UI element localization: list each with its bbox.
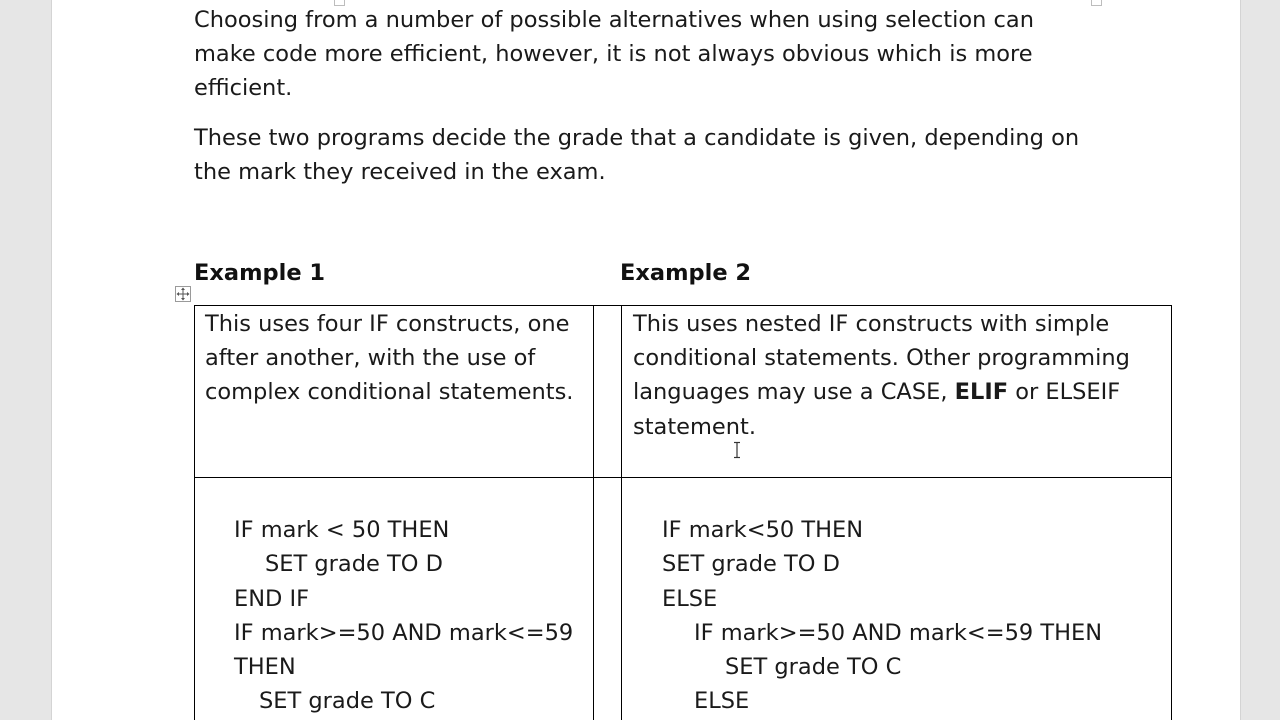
intro-line: make code more efficient, however, it is not always obvious which is more (194, 41, 1033, 67)
intro-paragraph (194, 3, 1034, 105)
code-line: SET grade TO D (265, 551, 443, 578)
intro-line: Choosing from a number of possible alternatives when using selection can (194, 7, 1034, 33)
description-text: languages may use a CASE, (633, 379, 955, 405)
table-row-divider (194, 477, 1172, 478)
example-1-heading: Example 1 (194, 260, 326, 286)
i-beam-cursor-icon (731, 441, 743, 459)
intro-line: efficient. (194, 75, 293, 101)
description-line: complex conditional statements. (205, 379, 574, 405)
example-1-description[interactable] (205, 307, 573, 409)
example-2-heading: Example 2 (620, 260, 752, 286)
code-line: IF mark>=50 AND mark<=59 (234, 619, 574, 646)
description-line: statement. (633, 414, 756, 440)
description-line (633, 375, 1130, 409)
description-line: These two programs decide the grade that a candidate is given, depending on (194, 125, 1080, 151)
description-text: or ELSEIF (1008, 379, 1121, 405)
description-line: This uses four IF constructs, one (205, 311, 570, 337)
code-line: SET grade TO C (725, 654, 902, 681)
example-2-code[interactable] (662, 513, 1102, 719)
example-2-description[interactable] (633, 307, 1130, 444)
code-line: END IF (234, 585, 310, 612)
example-1-code[interactable] (234, 513, 573, 719)
code-line: IF mark<50 THEN (662, 517, 864, 543)
table-border-top (194, 305, 1172, 306)
margin-marker-right (1091, 0, 1102, 6)
code-line: IF mark < 50 THEN (234, 517, 450, 543)
description-paragraph (194, 121, 1079, 189)
table-column-divider (621, 305, 622, 720)
description-line: after another, with the use of (205, 345, 536, 371)
table-border-right (1171, 305, 1172, 720)
code-line: SET grade TO C (259, 688, 436, 715)
code-line: IF mark>=50 AND mark<=59 THEN (694, 619, 1103, 646)
code-line: SET grade TO D (662, 551, 840, 578)
description-line: This uses nested IF constructs with simple (633, 311, 1110, 337)
description-line: the mark they received in the exam. (194, 159, 606, 185)
table-column-divider (593, 305, 594, 720)
code-line: ELSE (662, 585, 718, 612)
table-move-handle-icon[interactable] (175, 286, 191, 302)
description-line: conditional statements. Other programming (633, 345, 1130, 371)
code-line: THEN (234, 654, 296, 681)
table-border-left (194, 305, 195, 720)
elif-keyword: ELIF (954, 379, 1009, 405)
code-line: ELSE (694, 688, 750, 715)
